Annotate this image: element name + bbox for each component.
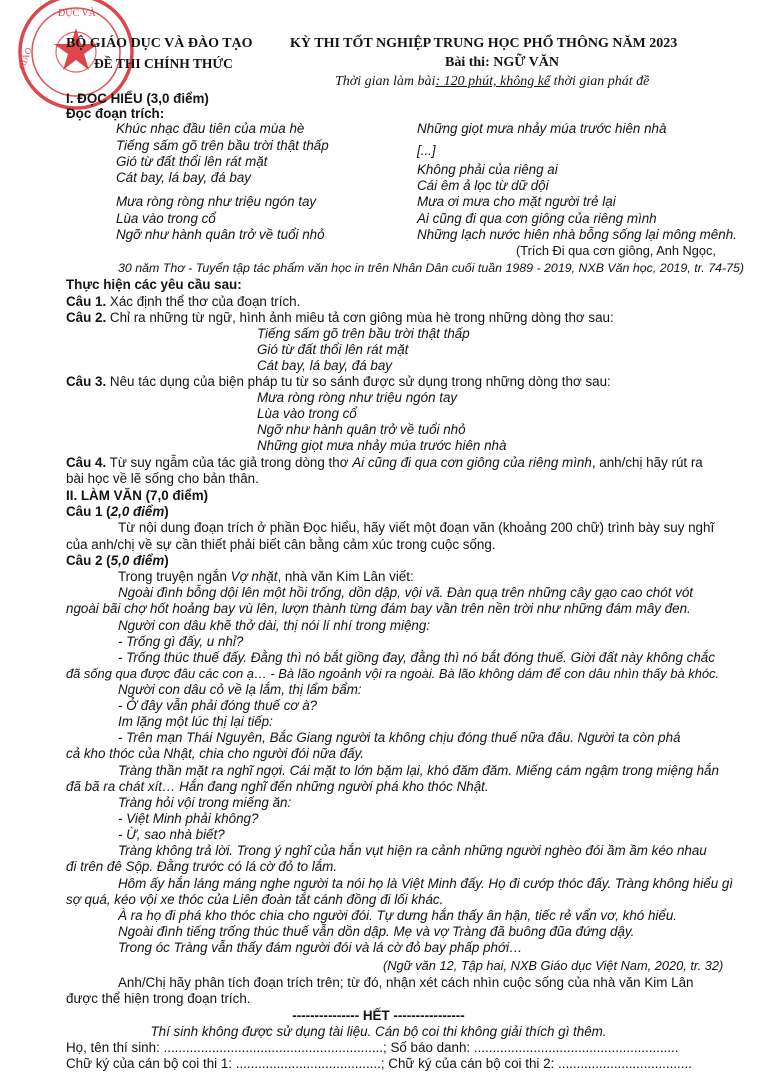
excerpt-line: cả kho thóc của Nhật, chia cho người đói nữa đấy. xyxy=(66,746,365,761)
excerpt-line: sợ quá, kéo vội xe thóc của Liên đoàn tắt cánh đồng đi lối khác. xyxy=(66,892,444,907)
poem-line: Cát bay, lá bay, đá bay xyxy=(116,170,251,185)
excerpt-line: Ngoài đình tiếng trống thúc thuế vẫn dồn dập. Mẹ và vợ Tràng đã buông đũa đứng dậy. xyxy=(118,924,635,939)
essay-question-1-text: của anh/chị về sự cần thiết phải biết cân bằng cảm xúc trong cuộc sống. xyxy=(66,537,496,552)
question-4-line2: bài học về lẽ sống cho bản thân. xyxy=(66,471,259,486)
svg-text:GIÁO: GIÁO xyxy=(16,46,34,71)
excerpt-source: (Ngữ văn 12, Tập hai, NXB Giáo dục Việt Nam, 2020, tr. 32) xyxy=(383,958,724,973)
intro-text: Trong truyện ngắn xyxy=(118,569,231,584)
question-quote: Ai cũng đi qua cơn giông của riêng mình xyxy=(352,455,592,470)
poem-line: Tiếng sấm gõ trên bầu trời thật thấp xyxy=(116,138,329,153)
essay-question-2-label xyxy=(66,553,169,569)
excerpt-line: ngoài bãi chợ hốt hoảng bay vù lên, lượn thành từng đám bay vần trên nền trời như những đám mây đen. xyxy=(66,601,691,616)
requirements-label: Thực hiện các yêu cầu sau: xyxy=(66,277,242,292)
time-label: Thời gian làm bài xyxy=(335,74,436,89)
poem-line: Cái êm ả lọc từ dữ dội xyxy=(417,178,549,193)
question-text: Chỉ ra những từ ngữ, hình ảnh miêu tả cơn giông mùa hè trong những dòng thơ sau: xyxy=(106,310,614,325)
poem-line: Những lạch nước hiên nhà bỗng sống lại mông mênh. xyxy=(417,227,737,242)
quoted-line: Cát bay, lá bay, đá bay xyxy=(257,358,392,373)
exam-subject: Bài thi: NGỮ VĂN xyxy=(445,55,559,70)
excerpt-line: - Ừ, sao nhà biết? xyxy=(118,827,225,842)
excerpt-line: Hôm ấy hắn láng máng nghe người ta nói họ là Việt Minh đấy. Họ đi cướp thóc đấy. Tràng không hiểu gì xyxy=(118,876,734,891)
excerpt-line: Im lặng một lúc thị lại tiếp: xyxy=(118,714,273,729)
excerpt-line: đã sống qua được đâu các con ạ… - Bà lão ngoảnh vội ra ngoài. Bà lão không dám để con dâu nhìn thấy bà khóc. xyxy=(66,666,720,681)
excerpt-line: - Ở đây vẫn phải đóng thuế cơ à? xyxy=(118,698,318,713)
ministry-name: BỘ GIÁO DỤC VÀ ĐÀO TẠO xyxy=(66,36,253,51)
question-text: Từ suy ngẫm của tác giả trong dòng thơ xyxy=(106,455,353,470)
essay-question-2-intro xyxy=(118,569,414,585)
quoted-line: Mưa ròng ròng như triệu ngón tay xyxy=(257,390,458,405)
excerpt-line: Người con dâu khẽ thở dài, thị nói lí nhí trong miệng: xyxy=(118,618,431,633)
excerpt-line: - Việt Minh phải không? xyxy=(118,811,259,826)
essay-question-1-label xyxy=(66,504,169,520)
excerpt-line: đã bã ra chát xít… Hắn đang nghĩ đến những người phá kho thóc Nhật. xyxy=(66,779,489,794)
part1-heading: I. ĐỌC HIỂU (3,0 điểm) xyxy=(66,91,209,106)
poem-line: Những giọt mưa nhảy múa trước hiên nhà xyxy=(417,121,667,136)
work-title: Vợ nhặt xyxy=(230,569,278,584)
time-note: thời gian phát đề xyxy=(550,74,650,89)
poem-line: Gió từ đất thổi lên rát mặt xyxy=(116,154,268,169)
excerpt-line: Tràng hỏi vội trong miếng ăn: xyxy=(118,795,292,810)
question-points: 5,0 điểm xyxy=(110,553,165,568)
excerpt-line: - Trên mạn Thái Nguyên, Bắc Giang người ta không chịu đóng thuế nữa đâu. Người ta còn phá xyxy=(118,730,681,745)
excerpt-line: - Trống thúc thuế đấy. Đằng thì nó bắt giồng đay, đằng thì nó bắt đóng thuế. Giời đất này không chắc xyxy=(118,650,715,665)
excerpt-line: Tràng thần mặt ra nghĩ ngợi. Cái mặt to lớn bặm lại, khó đăm đăm. Miếng cám ngậm trong miệng hắn xyxy=(118,763,719,778)
quoted-line: Lùa vào trong cổ xyxy=(257,406,357,421)
excerpt-line: Người con dâu cỏ về lạ lắm, thị lẩm bẩm: xyxy=(118,682,362,697)
question-label: Câu 2. xyxy=(66,310,107,325)
part2-heading: II. LÀM VĂN (7,0 điểm) xyxy=(66,488,209,503)
excerpt-line: Tràng không trả lời. Trong ý nghĩ của hắn vụt hiện ra cảnh những người nghèo đói ầm ầm kéo nhau xyxy=(118,843,707,858)
question-label: ) xyxy=(164,553,169,568)
source-citation-1: (Trích Đi qua cơn giông, Anh Ngọc, xyxy=(516,243,716,258)
question-text: , anh/chị hãy rút ra xyxy=(591,455,703,470)
question-points: 2,0 điểm xyxy=(110,504,165,519)
question-text: Xác định thể thơ của đoạn trích. xyxy=(106,294,301,309)
read-label: Đọc đoạn trích: xyxy=(66,106,165,121)
candidate-info-field: Họ, tên thí sinh: ...........................................................; Số báo danh: ....................................................... xyxy=(66,1040,679,1055)
poem-line: [...] xyxy=(417,143,436,158)
poem-line: Không phải của riêng ai xyxy=(417,162,558,177)
question-label: Câu 1. xyxy=(66,294,107,309)
quoted-line: Tiếng sấm gõ trên bầu trời thật thấp xyxy=(257,326,470,341)
poem-line: Mưa ơi mưa cho mặt người trẻ lại xyxy=(417,194,616,209)
poem-line: Mưa ròng ròng như triệu ngón tay xyxy=(116,194,317,209)
excerpt-line: Ngoài đình bỗng dội lên một hồi trống, dồn dập, vội vã. Đàn quạ trên những cây gạo cao chót vót xyxy=(118,585,693,600)
question-label: Câu 2 ( xyxy=(66,553,111,568)
poem-line: Ngỡ như hành quân trở về tuổi nhỏ xyxy=(116,227,325,242)
source-citation-2: 30 năm Thơ - Tuyển tập tác phẩm văn học in trên Nhân Dân cuối tuần 1989 - 2019, NXB Văn học, 2019, tr. 74-75) xyxy=(118,261,745,275)
question-1 xyxy=(66,294,300,310)
quoted-line: Gió từ đất thổi lên rát mặt xyxy=(257,342,409,357)
question-3 xyxy=(66,374,611,390)
exam-title: KỲ THI TỐT NGHIỆP TRUNG HỌC PHỔ THÔNG NĂM 2023 xyxy=(290,36,678,51)
time-duration: : 120 phút, không kể xyxy=(435,74,551,89)
end-mark: --------------- HẾT ---------------- xyxy=(292,1008,465,1023)
essay-question-1-text: Từ nội dung đoạn trích ở phần Đọc hiểu, hãy viết một đoạn văn (khoảng 200 chữ) trình bày suy nghĩ xyxy=(118,520,715,535)
official-exam-label: ĐỀ THI CHÍNH THỨC xyxy=(94,56,233,71)
essay-task-line: Anh/Chị hãy phân tích đoạn trích trên; từ đó, nhận xét cách nhìn cuộc sống của nhà văn Kim Lân xyxy=(118,975,694,990)
question-label: Câu 4. xyxy=(66,455,107,470)
excerpt-line: đi trên đê Sộp. Đằng trước có lá cờ đỏ to lắm. xyxy=(66,859,338,874)
quoted-line: Ngỡ như hành quân trở về tuổi nhỏ xyxy=(257,422,466,437)
question-2 xyxy=(66,310,614,326)
question-label: ) xyxy=(164,504,169,519)
excerpt-line: Trong óc Tràng vẫn thấy đám người đói và lá cờ đỏ bay phấp phới… xyxy=(118,940,523,955)
quoted-line: Những giọt mưa nhảy múa trước hiên nhà xyxy=(257,438,507,453)
essay-task-line: được thể hiện trong đoạn trích. xyxy=(66,991,251,1006)
question-text: Nêu tác dụng của biện pháp tu từ so sánh được sử dụng trong những dòng thơ sau: xyxy=(106,374,611,389)
poem-line: Ai cũng đi qua cơn giông của riêng mình xyxy=(417,211,657,226)
svg-text:ĐỤC VÀ: ĐỤC VÀ xyxy=(58,8,96,19)
question-label: Câu 1 ( xyxy=(66,504,111,519)
question-4 xyxy=(66,455,703,471)
exam-note: Thí sinh không được sử dụng tài liệu. Cán bộ coi thi không giải thích gì thêm. xyxy=(150,1024,607,1039)
invigilator-signature-field: Chữ ký của cán bộ coi thi 1: .......................................; Chữ ký của cán bộ coi thi 2: .................................... xyxy=(66,1056,692,1071)
question-label: Câu 3. xyxy=(66,374,107,389)
intro-text: , nhà văn Kim Lân viết: xyxy=(277,569,414,584)
poem-line: Khúc nhạc đầu tiên của mùa hè xyxy=(116,121,305,136)
poem-line: Lùa vào trong cổ xyxy=(116,211,216,226)
excerpt-line: À ra họ đi phá kho thóc chia cho người đói. Tự dưng hắn thấy ân hận, tiếc rẻ vẩn vơ, khó hiểu. xyxy=(118,908,678,923)
exam-time xyxy=(335,74,649,90)
excerpt-line: - Trống gì đấy, u nhỉ? xyxy=(118,634,244,649)
